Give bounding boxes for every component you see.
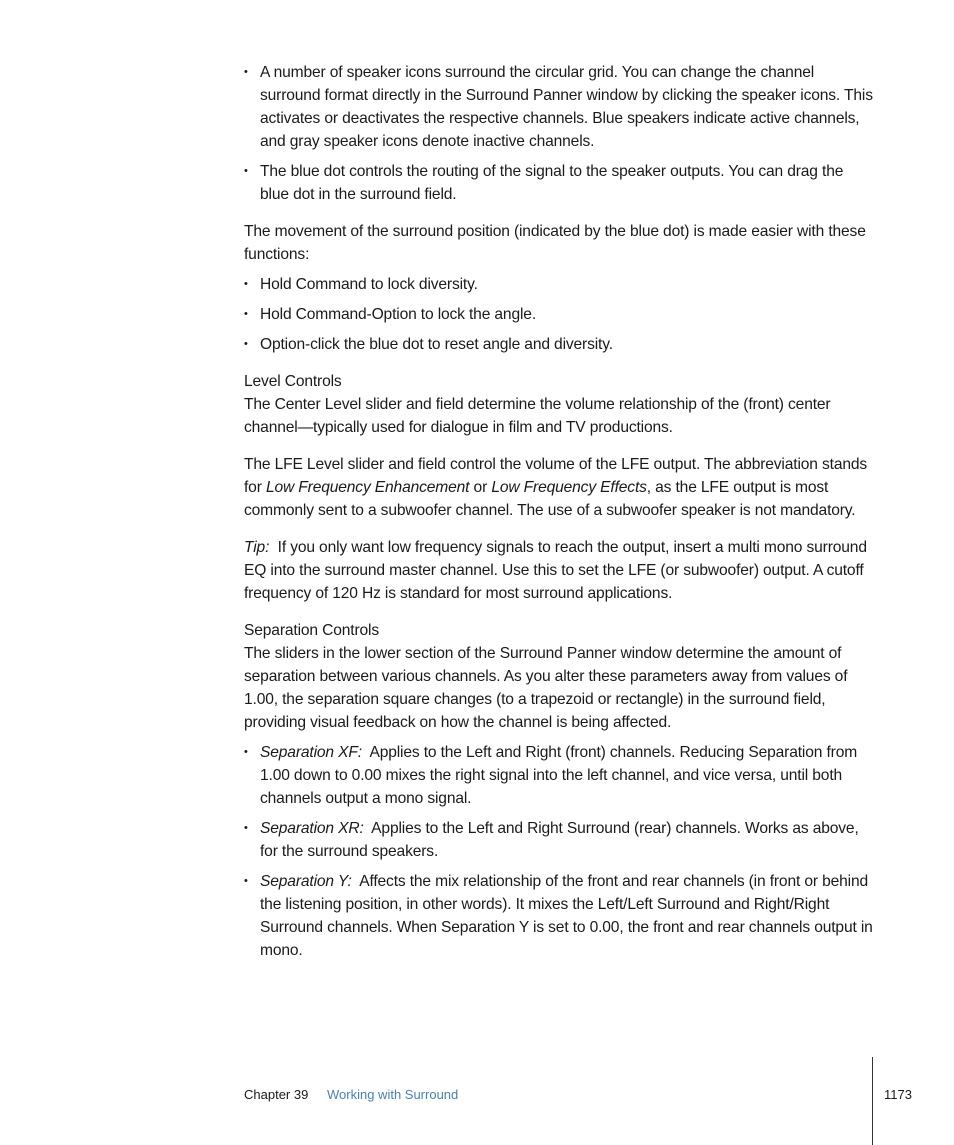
bullet-term: Separation XF:	[260, 744, 362, 761]
bullet-text: Option-click the blue dot to reset angle and diversity.	[260, 336, 613, 353]
bullet-icon: •	[244, 308, 248, 320]
list-item	[244, 870, 876, 962]
bullet-icon: •	[244, 338, 248, 350]
list-item	[244, 333, 876, 356]
emphasis-text: Low Frequency Effects	[491, 479, 647, 496]
list-item	[244, 273, 876, 296]
footer-chapter-label: Chapter 39	[244, 1087, 309, 1102]
bullet-text: Applies to the Left and Right Surround (rear) channels. Works as above, for the surround speakers.	[260, 820, 859, 860]
separation-bullet-list	[244, 741, 876, 962]
list-item	[244, 741, 876, 810]
level-paragraph-2	[244, 453, 876, 522]
bullet-term: Separation Y:	[260, 873, 352, 890]
list-item	[244, 160, 876, 206]
emphasis-text: Low Frequency Enhancement	[265, 479, 470, 496]
level-paragraph-1: The Center Level slider and field determine the volume relationship of the (front) center channel—typically used for dialogue in film and TV productions.	[244, 396, 831, 436]
bullet-icon: •	[244, 278, 248, 290]
bullet-text: Affects the mix relationship of the front and rear channels (in front or behind the listening position, in other words). It mixes the Left/Left Surround and Right/Right Surround channels. When Separation Y is set to 0.00, the front and rear channels output in mono.	[260, 873, 873, 959]
intro-bullet-list	[244, 61, 876, 206]
footer-divider	[872, 1057, 873, 1145]
bullet-text: Hold Command to lock diversity.	[260, 276, 478, 293]
list-item	[244, 817, 876, 863]
text-run: , as the LFE output is most commonly sent to a subwoofer channel. The use of a subwoofer speaker is not mandatory.	[244, 479, 856, 519]
bullet-term: Separation XR:	[260, 820, 364, 837]
function-bullet-list	[244, 273, 876, 356]
page-content	[244, 61, 876, 969]
bullet-icon: •	[244, 66, 248, 78]
tip-text: If you only want low frequency signals to reach the output, insert a multi mono surround EQ into the surround master channel. Use this to set the LFE (or subwoofer) output. A cutoff frequency of 120 Hz is standard for most surround applications.	[244, 539, 867, 602]
list-item	[244, 303, 876, 326]
page-number: 1173	[884, 1087, 912, 1102]
text-run: The LFE Level slider and field control the volume of the LFE output. The abbreviation stands for	[244, 456, 868, 496]
text-run: or	[469, 479, 492, 496]
level-controls-heading: Level Controls	[244, 373, 342, 390]
bullet-icon: •	[244, 875, 248, 887]
tip-label: Tip:	[244, 539, 270, 556]
bullet-icon: •	[244, 746, 248, 758]
separation-paragraph: The sliders in the lower section of the Surround Panner window determine the amount of separation between various channels. As you alter these parameters away from values of 1.00, the separation square changes (to a trapezoid or rectangle) in the surround field, providing visual feedback on how the channel is being affected.	[244, 645, 848, 731]
bullet-text: Applies to the Left and Right (front) channels. Reducing Separation from 1.00 down to 0.00 mixes the right signal into the left channel, and vice versa, until both channels output a mono signal.	[260, 744, 858, 807]
footer-chapter-title-link[interactable]: Working with Surround	[327, 1087, 459, 1102]
bullet-icon: •	[244, 165, 248, 177]
bullet-text: The blue dot controls the routing of the signal to the speaker outputs. You can drag the blue dot in the surround field.	[260, 163, 844, 203]
list-item	[244, 61, 876, 153]
tip-paragraph	[244, 536, 876, 605]
bullet-text: A number of speaker icons surround the circular grid. You can change the channel surround format directly in the Surround Panner window by clicking the speaker icons. This activates or deactivates the respective channels. Blue speakers indicate active channels, and gray speaker icons denote inactive channels.	[260, 64, 873, 150]
bullet-text: Hold Command-Option to lock the angle.	[260, 306, 537, 323]
movement-paragraph: The movement of the surround position (indicated by the blue dot) is made easier with these functions:	[244, 223, 866, 263]
bullet-icon: •	[244, 822, 248, 834]
separation-controls-heading: Separation Controls	[244, 622, 379, 639]
